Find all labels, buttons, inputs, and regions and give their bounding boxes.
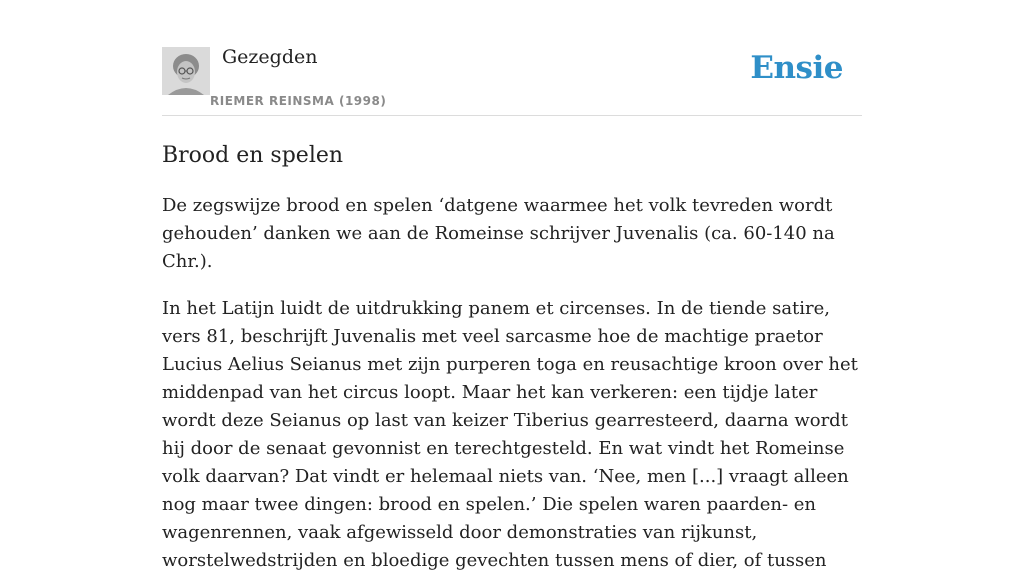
author-portrait-icon (162, 47, 210, 95)
entry-header (162, 0, 862, 116)
entry-title: Brood en spelen (162, 143, 344, 168)
entry-body (162, 192, 862, 575)
ensie-logo[interactable]: Ensie (750, 50, 843, 86)
author-line: RIEMER REINSMA (1998) (210, 94, 387, 108)
document-page (162, 0, 862, 571)
paragraph-2: In het Latijn luidt de uitdrukking panem et circenses. In de tiende satire, vers 81, beschrijft Juvenalis met veel sarcasme hoe de machtige praetor Lucius Aelius Seianus met zijn purperen toga en reusachtige kroon over het middenpad van het circus loopt. Maar het kan verkeren: een tijdje later wordt deze Seianus op last van keizer Tiberius gearresteerd, daarna wordt hij door de senaat gevonnist en terechtgesteld. En wat vindt het Romeinse volk daarvan? Dat vindt er helemaal niets van. ‘Nee, men [...] vraagt alleen nog maar twee dingen: brood en spelen.’ Die spelen waren paarden- en wagenrennen, vaak afgewisseld door demonstraties van rijkunst, worstelwedstrijden en bloedige gevechten tussen mens of dier, of tussen (162, 298, 858, 571)
book-title-link[interactable]: Gezegden (222, 46, 318, 68)
paragraph-1: De zegswijze brood en spelen ‘datgene waarmee het volk tevreden wordt gehouden’ danken we aan de Romeinse schrijver Juvenalis (ca. 60-140 na Chr.). (162, 195, 835, 272)
